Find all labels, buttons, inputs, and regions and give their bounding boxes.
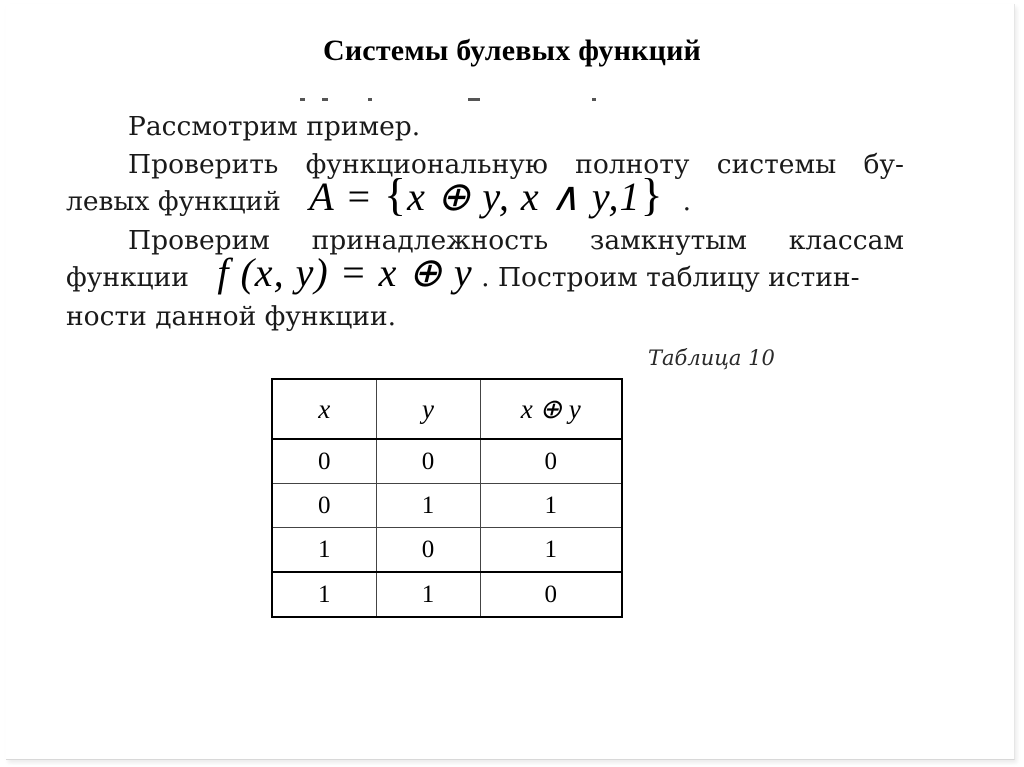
table-caption: Таблица 10 xyxy=(648,346,775,370)
table-cell: 0 xyxy=(272,439,376,484)
table-cell: 0 xyxy=(376,439,480,484)
column-header-xor: x ⊕ y xyxy=(480,379,622,439)
table-header-row xyxy=(272,379,622,439)
table-cell: 0 xyxy=(272,484,376,528)
word: классам xyxy=(788,225,904,256)
word: принадлежность xyxy=(311,225,549,256)
slide-title: Системы булевых функций xyxy=(322,34,702,67)
formula-lhs: A = xyxy=(309,174,373,219)
word: функциональную xyxy=(305,149,548,180)
word: Проверить xyxy=(128,149,279,180)
column-header-y: y xyxy=(376,379,480,439)
word: Проверим xyxy=(128,225,270,256)
table-cell: 1 xyxy=(480,528,622,573)
table-cell: 1 xyxy=(376,484,480,528)
table-cell: 1 xyxy=(272,572,376,617)
table-row xyxy=(272,572,622,617)
text-line-truth-table-intro: ности данной функции. xyxy=(66,301,397,332)
text-line-function xyxy=(66,250,904,297)
truth-table xyxy=(271,378,623,618)
column-header-x: x xyxy=(272,379,376,439)
table-cell: 1 xyxy=(272,528,376,573)
text-fragment: . Построим таблицу истин- xyxy=(481,262,860,293)
text-fragment: функции xyxy=(66,262,189,293)
table-cell: 0 xyxy=(480,572,622,617)
formula-content: x ⊕ y, x ∧ y,1 xyxy=(407,174,641,219)
word: замкнутым xyxy=(589,225,747,256)
word: бу- xyxy=(863,149,904,180)
table-row xyxy=(272,484,622,528)
text-line-set-definition xyxy=(66,169,904,221)
table-row xyxy=(272,528,622,573)
period: . xyxy=(682,186,691,217)
formula-close-brace: } xyxy=(640,169,664,220)
table-row xyxy=(272,439,622,484)
table-cell: 0 xyxy=(480,439,622,484)
formula-function: f (x, y) = x ⊕ y xyxy=(217,250,473,295)
formula-open-brace: { xyxy=(383,169,408,220)
formula-set-a xyxy=(309,169,674,220)
table-cell: 1 xyxy=(480,484,622,528)
word: системы xyxy=(716,149,837,180)
text-fragment: левых функций xyxy=(66,186,281,217)
table-cell: 0 xyxy=(376,528,480,573)
word: полноту xyxy=(575,149,690,180)
text-line-example: Рассмотрим пример. xyxy=(128,111,421,142)
table-cell: 1 xyxy=(376,572,480,617)
scan-artifact xyxy=(300,98,620,104)
